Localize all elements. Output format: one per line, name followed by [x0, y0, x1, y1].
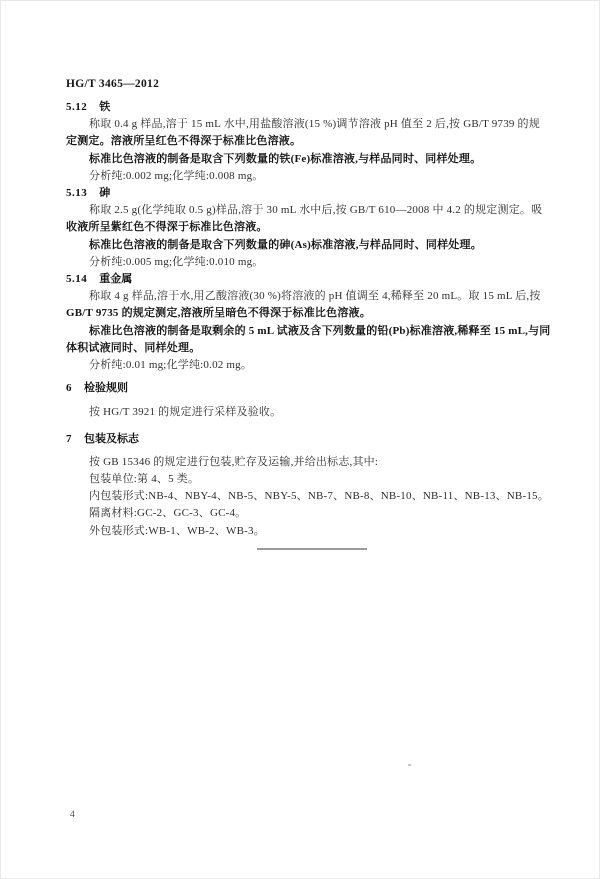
- body-line: 内包装形式:NB-4、NBY-4、NB-5、NBY-5、NB-7、NB-8、NB-10、NB-11、NB-13、NB-15。: [89, 490, 549, 503]
- section-number: 5.14: [66, 273, 88, 286]
- body-line: 隔离材料:GC-2、GC-3、GC-4。: [89, 507, 247, 520]
- section-heading-6: [66, 380, 538, 397]
- section-title: 检验规则: [84, 382, 128, 395]
- body-line: 按 GB 15346 的规定进行包装,贮存及运输,并给出标志,其中:: [89, 455, 379, 468]
- section-number: 7: [66, 432, 72, 445]
- body-line: 体积试液同时、同样处理。: [66, 341, 201, 354]
- body-line: GB/T 9735 的规定测定,溶液所呈暗色不得深于标准比色溶液。: [66, 307, 371, 320]
- section-heading-5-13: [66, 185, 538, 202]
- body-line: 标准比色溶液的制备是取含下列数量的铁(Fe)标准溶液,与样品同时、同样处理。: [89, 152, 482, 165]
- section-title: 包装及标志: [84, 432, 139, 445]
- body-line: 称取 4 g 样品,溶于水,用乙酸溶液(30 %)将溶液的 pH 值调至 4,稀释至 20 mL。取 15 mL 后,按: [89, 290, 541, 303]
- body-line: 称取 2.5 g(化学纯取 0.5 g)样品,溶于 30 mL 水中后,按 GB/T 610—2008 中 4.2 的规定测定。吸: [89, 204, 543, 217]
- body-line: 分析纯:0.005 mg;化学纯:0.010 mg。: [89, 255, 264, 268]
- body-line: 收液所呈紫红色不得深于标准比色溶液。: [66, 221, 268, 234]
- body-line: 分析纯:0.01 mg;化学纯:0.02 mg。: [89, 359, 253, 372]
- body-line: 按 HG/T 3921 的规定进行采样及验收。: [89, 406, 282, 419]
- section-heading-5-14: [66, 271, 538, 288]
- standard-number-header: HG/T 3465—2012: [66, 78, 160, 90]
- body-line: 分析纯:0.002 mg;化学纯:0.008 mg。: [89, 169, 264, 182]
- end-of-text-rule: [257, 548, 367, 550]
- section-number: 5.12: [66, 101, 88, 113]
- section-title: 砷: [99, 187, 111, 200]
- body-line: 标准比色溶液的制备是取含下列数量的砷(As)标准溶液,与样品同时、同样处理。: [89, 238, 482, 251]
- body-line: 称取 0.4 g 样品,溶于 15 mL 水中,用盐酸溶液(15 %)调节溶液 pH 值至 2 后,按 GB/T 9739 的规: [89, 118, 540, 131]
- section-title: 铁: [99, 101, 111, 113]
- section-heading-7: [66, 431, 538, 448]
- scan-artifact-dot: [408, 764, 411, 766]
- body-line: 标准比色溶液的制备是取剩余的 5 mL 试液及含下列数量的铅(Pb)标准溶液,稀释至 15 mL,与同: [89, 324, 551, 337]
- body-line: 外包装形式:WB-1、WB-2、WB-3。: [89, 524, 265, 537]
- body-line: 包装单位:第 4、5 类。: [89, 473, 200, 486]
- section-heading-5-12: [66, 99, 538, 116]
- section-title: 重金属: [99, 273, 133, 286]
- document-content: [66, 95, 551, 550]
- section-number: 5.13: [66, 187, 88, 200]
- body-line: 定测定。溶液所呈红色不得深于标准比色溶液。: [66, 135, 302, 148]
- page-number: 4: [70, 810, 75, 820]
- section-number: 6: [66, 382, 72, 395]
